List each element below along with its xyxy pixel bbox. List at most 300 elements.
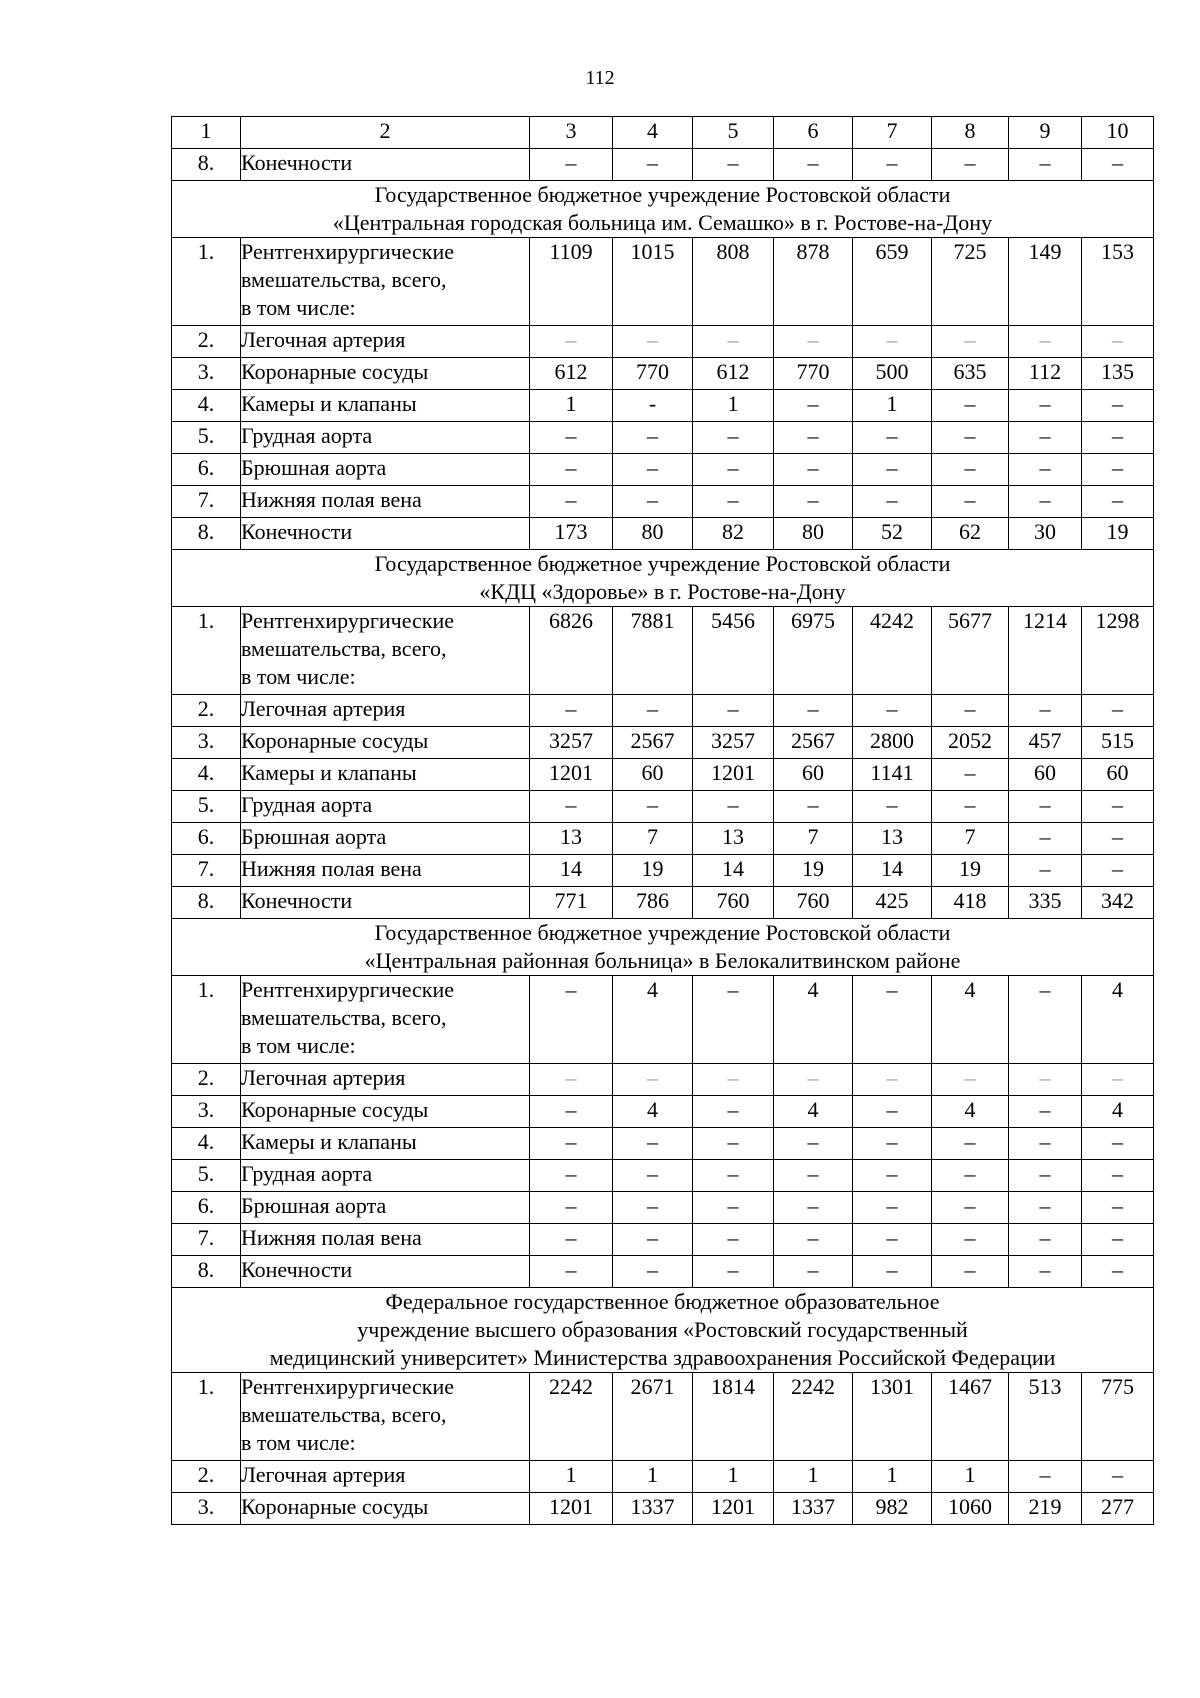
value-cell: 2242 [774,1373,853,1461]
table-row [172,1224,1154,1256]
value-cell: – [1082,390,1154,422]
value-cell: 1201 [530,1493,613,1525]
value-cell: 62 [932,518,1009,550]
value-cell: – [853,149,932,181]
value-cell: 878 [774,238,853,326]
value-cell: 725 [932,238,1009,326]
table-row [172,791,1154,823]
procedure-name [241,326,530,358]
value-cell: – [853,486,932,518]
row-number: 4. [172,759,241,791]
value-cell: 1337 [613,1493,693,1525]
value-cell: 1814 [693,1373,774,1461]
value-cell: 4 [932,1096,1009,1128]
row-number: 2. [172,695,241,727]
value-cell: – [774,1256,853,1288]
value-cell: 612 [530,358,613,390]
value-cell: – [1082,422,1154,454]
header-cell: 3 [530,117,613,149]
procedure-name-line: в том числе: [241,1033,356,1058]
value-cell: 612 [693,358,774,390]
procedure-name [241,607,530,695]
value-cell: 770 [774,358,853,390]
procedure-name-line: вмешательства, всего, [241,1402,447,1427]
value-cell: – [774,1128,853,1160]
procedure-name-line: Грудная аорта [241,1161,373,1186]
value-cell: – [613,1192,693,1224]
section-header-row [172,1288,1154,1373]
value-cell: 770 [613,358,693,390]
row-number: 1. [172,976,241,1064]
table-row [172,976,1154,1064]
table-row [172,1493,1154,1525]
value-cell: 4 [774,976,853,1064]
value-cell: – [530,1256,613,1288]
value-cell: 1298 [1082,607,1154,695]
row-number: 8. [172,149,241,181]
table-row [172,238,1154,326]
procedure-name-line: Коронарные сосуды [241,728,429,753]
institution-title-line: медицинский университет» Министерства здравоохранения Российской Федерации [269,1345,1056,1370]
value-cell: – [1009,1256,1082,1288]
value-cell: – [693,976,774,1064]
header-cell: 8 [932,117,1009,149]
value-cell: – [853,1256,932,1288]
value-cell: – [932,1160,1009,1192]
value-cell: 335 [1009,887,1082,919]
value-cell: – [1082,791,1154,823]
row-number: 6. [172,1192,241,1224]
value-cell: – [530,149,613,181]
value-cell: 13 [530,823,613,855]
procedure-name-line: Легочная артерия [241,1065,406,1090]
procedure-name-line: Нижняя полая вена [241,487,422,512]
value-cell: 1 [530,1461,613,1493]
table-row [172,695,1154,727]
value-cell: – [932,759,1009,791]
procedure-name-line: Брюшная аорта [241,824,387,849]
procedure-name-line: Рентгенхирургические [241,239,455,264]
value-cell: 808 [693,238,774,326]
value-cell: – [1082,1192,1154,1224]
procedure-name [241,390,530,422]
value-cell: – [774,422,853,454]
value-cell: – [853,1160,932,1192]
row-number: 8. [172,518,241,550]
procedure-name-line: Брюшная аорта [241,1193,387,1218]
value-cell: – [1082,1224,1154,1256]
procedure-name [241,1493,530,1525]
value-cell: 1060 [932,1493,1009,1525]
value-cell: – [1009,1160,1082,1192]
row-number: 1. [172,238,241,326]
value-cell: – [932,1128,1009,1160]
value-cell: 219 [1009,1493,1082,1525]
row-number: 6. [172,823,241,855]
value-cell: 19 [774,855,853,887]
procedure-name-line: Коронарные сосуды [241,359,429,384]
value-cell: 1 [530,390,613,422]
value-cell: – [774,1192,853,1224]
procedure-name-line: вмешательства, всего, [241,267,447,292]
value-cell: – [530,1064,613,1096]
value-cell: – [530,326,613,358]
value-cell: – [693,454,774,486]
value-cell: 659 [853,238,932,326]
value-cell: – [1082,855,1154,887]
value-cell: – [530,454,613,486]
procedure-name [241,518,530,550]
procedure-name-line: Легочная артерия [241,327,406,352]
header-cell: 1 [172,117,241,149]
value-cell: – [1082,454,1154,486]
procedure-name-line: Камеры и клапаны [241,1129,417,1154]
value-cell: – [853,1192,932,1224]
value-cell: – [1009,422,1082,454]
value-cell: – [1009,390,1082,422]
value-cell: – [932,326,1009,358]
procedure-name-line: в том числе: [241,295,356,320]
value-cell: 457 [1009,727,1082,759]
header-cell: 10 [1082,117,1154,149]
institution-title [172,181,1154,238]
value-cell: – [1009,326,1082,358]
value-cell: - [613,390,693,422]
value-cell: 1 [693,390,774,422]
procedure-name [241,727,530,759]
value-cell: – [693,1224,774,1256]
value-cell: 1201 [530,759,613,791]
row-number: 5. [172,422,241,454]
procedure-name-line: Конечности [241,519,353,544]
value-cell: – [1009,976,1082,1064]
row-number: 7. [172,855,241,887]
value-cell: 1201 [693,759,774,791]
table-row [172,422,1154,454]
value-cell: 786 [613,887,693,919]
value-cell: 5456 [693,607,774,695]
value-cell: 982 [853,1493,932,1525]
value-cell: – [613,695,693,727]
value-cell: – [774,695,853,727]
row-number: 4. [172,390,241,422]
procedures-table [171,116,1154,1525]
procedure-name [241,855,530,887]
procedure-name-line: Камеры и клапаны [241,391,417,416]
value-cell: – [774,791,853,823]
procedure-name [241,422,530,454]
table-row [172,390,1154,422]
value-cell: – [1009,1064,1082,1096]
section-header-row [172,919,1154,976]
table-row [172,1256,1154,1288]
procedure-name [241,976,530,1064]
value-cell: 80 [774,518,853,550]
table-row [172,326,1154,358]
procedure-name-line: Коронарные сосуды [241,1494,429,1519]
value-cell: 7881 [613,607,693,695]
table-row [172,1128,1154,1160]
table-row [172,486,1154,518]
value-cell: 13 [853,823,932,855]
row-number: 7. [172,486,241,518]
value-cell: – [693,1064,774,1096]
value-cell: – [693,486,774,518]
procedure-name [241,454,530,486]
value-cell: – [693,791,774,823]
value-cell: – [932,1256,1009,1288]
value-cell: 4 [932,976,1009,1064]
value-cell: 52 [853,518,932,550]
value-cell: – [530,1128,613,1160]
table-row [172,855,1154,887]
table-row [172,518,1154,550]
value-cell: – [530,791,613,823]
value-cell: – [1009,1224,1082,1256]
value-cell: – [530,695,613,727]
value-cell: 19 [932,855,1009,887]
value-cell: – [613,1128,693,1160]
procedure-name [241,1461,530,1493]
procedure-name-line: вмешательства, всего, [241,1005,447,1030]
procedure-name [241,1373,530,1461]
row-number: 2. [172,326,241,358]
value-cell: 14 [530,855,613,887]
value-cell: – [932,791,1009,823]
value-cell: – [1009,149,1082,181]
value-cell: 515 [1082,727,1154,759]
row-number: 2. [172,1461,241,1493]
value-cell: – [774,1064,853,1096]
row-number: 1. [172,1373,241,1461]
value-cell: – [853,1224,932,1256]
header-cell: 9 [1009,117,1082,149]
procedure-name [241,1224,530,1256]
value-cell: – [774,149,853,181]
value-cell: – [774,454,853,486]
value-cell: – [693,149,774,181]
row-number: 4. [172,1128,241,1160]
procedure-name [241,358,530,390]
value-cell: – [932,1224,1009,1256]
value-cell: 82 [693,518,774,550]
procedure-name [241,695,530,727]
value-cell: 4 [613,976,693,1064]
value-cell: – [613,1160,693,1192]
table-row [172,823,1154,855]
value-cell: 6826 [530,607,613,695]
table-row [172,887,1154,919]
row-number: 8. [172,887,241,919]
value-cell: – [613,326,693,358]
value-cell: – [1009,695,1082,727]
procedure-name [241,1064,530,1096]
procedure-name-line: Нижняя полая вена [241,1225,422,1250]
procedure-name-line: Конечности [241,150,353,175]
header-cell: 4 [613,117,693,149]
value-cell: 112 [1009,358,1082,390]
value-cell: – [613,1256,693,1288]
value-cell: – [1082,823,1154,855]
value-cell: – [774,326,853,358]
procedure-name-line: вмешательства, всего, [241,636,447,661]
value-cell: 2242 [530,1373,613,1461]
value-cell: 173 [530,518,613,550]
row-number: 3. [172,727,241,759]
value-cell: 760 [693,887,774,919]
procedure-name-line: Легочная артерия [241,1462,406,1487]
value-cell: 149 [1009,238,1082,326]
value-cell: 1 [613,1461,693,1493]
row-number: 3. [172,1493,241,1525]
table-row [172,1461,1154,1493]
value-cell: – [613,1064,693,1096]
value-cell: 13 [693,823,774,855]
institution-title-line: Государственное бюджетное учреждение Ростовской области [374,551,951,576]
value-cell: 2671 [613,1373,693,1461]
value-cell: 4242 [853,607,932,695]
value-cell: – [853,695,932,727]
procedure-name [241,1128,530,1160]
value-cell: 4 [1082,976,1154,1064]
value-cell: 1467 [932,1373,1009,1461]
value-cell: 418 [932,887,1009,919]
institution-title-line: Федеральное государственное бюджетное образовательное [385,1289,940,1314]
value-cell: – [613,454,693,486]
value-cell: – [530,1192,613,1224]
header-cell: 5 [693,117,774,149]
value-cell: 1201 [693,1493,774,1525]
header-cell: 7 [853,117,932,149]
value-cell: – [932,1064,1009,1096]
value-cell: – [1009,1192,1082,1224]
procedure-name-line: Легочная артерия [241,696,406,721]
institution-title-line: Государственное бюджетное учреждение Ростовской области [374,182,951,207]
value-cell: – [932,1192,1009,1224]
value-cell: – [530,1096,613,1128]
value-cell: – [1009,1096,1082,1128]
row-number: 3. [172,1096,241,1128]
procedure-name [241,887,530,919]
value-cell: – [774,1224,853,1256]
value-cell: 2800 [853,727,932,759]
value-cell: 135 [1082,358,1154,390]
value-cell: 60 [1009,759,1082,791]
procedure-name-line: Грудная аорта [241,792,373,817]
value-cell: – [1082,1128,1154,1160]
procedure-name-line: Грудная аорта [241,423,373,448]
value-cell: 14 [693,855,774,887]
procedure-name [241,1160,530,1192]
value-cell: – [530,1224,613,1256]
value-cell: – [1082,1064,1154,1096]
table-row [172,1096,1154,1128]
value-cell: 1337 [774,1493,853,1525]
institution-title-line: «КДЦ «Здоровье» в г. Ростове-на-Дону [479,579,846,604]
value-cell: 1 [853,1461,932,1493]
row-number: 6. [172,454,241,486]
section-header-row [172,550,1154,607]
header-cell: 6 [774,117,853,149]
value-cell: – [1009,791,1082,823]
value-cell: – [774,1160,853,1192]
procedure-name [241,149,530,181]
value-cell: 60 [774,759,853,791]
procedure-name [241,238,530,326]
value-cell: – [932,486,1009,518]
value-cell: – [774,390,853,422]
value-cell: 153 [1082,238,1154,326]
procedure-name [241,759,530,791]
value-cell: – [693,422,774,454]
value-cell: – [853,454,932,486]
value-cell: – [853,791,932,823]
value-cell: – [693,1256,774,1288]
procedure-name-line: Камеры и клапаны [241,760,417,785]
procedure-name-line: в том числе: [241,1430,356,1455]
value-cell: 635 [932,358,1009,390]
value-cell: 513 [1009,1373,1082,1461]
value-cell: – [1082,1461,1154,1493]
procedure-name [241,823,530,855]
value-cell: 4 [1082,1096,1154,1128]
row-number: 2. [172,1064,241,1096]
table-row [172,1064,1154,1096]
value-cell: – [613,149,693,181]
value-cell: – [693,695,774,727]
value-cell: 14 [853,855,932,887]
value-cell: – [853,1064,932,1096]
procedure-name-line: Брюшная аорта [241,455,387,480]
procedure-name [241,791,530,823]
value-cell: 1015 [613,238,693,326]
procedure-name-line: Конечности [241,1257,353,1282]
procedure-name [241,1096,530,1128]
value-cell: 7 [774,823,853,855]
value-cell: – [1082,1160,1154,1192]
table-header-row [172,117,1154,149]
value-cell: – [613,1224,693,1256]
value-cell: – [853,976,932,1064]
row-number: 5. [172,791,241,823]
value-cell: – [853,422,932,454]
value-cell: – [1009,823,1082,855]
value-cell: – [853,326,932,358]
value-cell: – [530,976,613,1064]
value-cell: – [932,422,1009,454]
value-cell: – [853,1096,932,1128]
value-cell: – [693,1160,774,1192]
value-cell: 342 [1082,887,1154,919]
value-cell: 775 [1082,1373,1154,1461]
institution-title [172,1288,1154,1373]
value-cell: 7 [613,823,693,855]
procedure-name [241,1192,530,1224]
procedure-name-line: Нижняя полая вена [241,856,422,881]
table-row [172,1373,1154,1461]
value-cell: 771 [530,887,613,919]
institution-title-line: «Центральная городская больница им. Семашко» в г. Ростове-на-Дону [332,210,993,235]
value-cell: – [932,454,1009,486]
value-cell: – [932,390,1009,422]
value-cell: 7 [932,823,1009,855]
value-cell: 2567 [613,727,693,759]
procedure-name-line: в том числе: [241,664,356,689]
value-cell: 19 [613,855,693,887]
table-row [172,727,1154,759]
value-cell: 60 [613,759,693,791]
value-cell: 30 [1009,518,1082,550]
